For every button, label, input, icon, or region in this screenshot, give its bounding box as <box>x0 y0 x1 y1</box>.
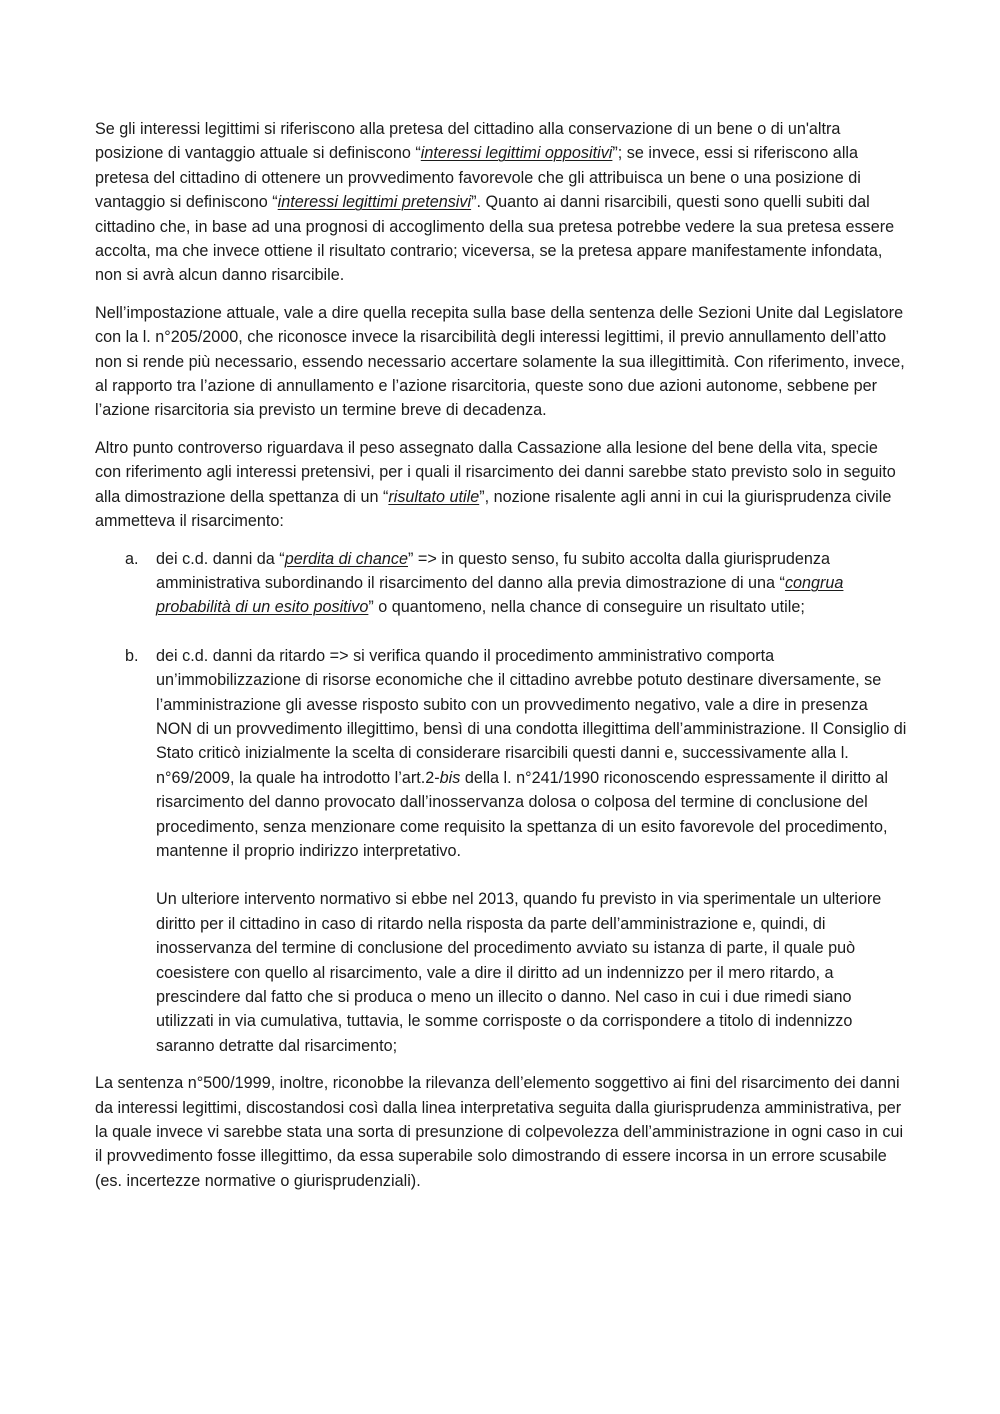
list-marker-b: b. <box>125 646 139 665</box>
paragraph-impostazione-attuale: Nell’impostazione attuale, vale a dire quella recepita sulla base della sentenza delle Sezioni Unite dal Legislatore con la l. n°205/2000, che riconosce invece la risarcibilità degli interessi legittimi, il previo annullamento dell’atto non si rende più necessario, essendo necessario accertare solamente la sua illegittimità. Con riferimento, invece, al rapporto tra l’azione di annullamento e l’azione risarcitoria, queste sono due azioni autonome, sebbene per l’azione risarcitoria sia previsto un termine breve di decadenza. <box>95 303 905 420</box>
list-marker-a: a. <box>125 549 139 568</box>
item-b-subparagraph: Un ulteriore intervento normativo si ebbe nel 2013, quando fu previsto in via sperimentale un ulteriore diritto per il cittadino in caso di ritardo nella risposta da parte dell’amministrazione e, quindi, di inosservanza del termine di conclusione del procedimento avviato su istanza di parte, il quale può coesistere con quello al risarcimento, vale a dire il diritto ad un indennizzo per il mero ritardo, a prescindere dal fatto che si produca o meno un illecito o danno. Nel caso in cui i due rimedi siano utilizzati in via cumulativa, tuttavia, le somme corrisposte o da corrispondere a titolo di indennizzo saranno detratte dal risarcimento; <box>156 890 882 1055</box>
item-b-text-1: dei c.d. danni da ritardo => si verifica quando il procedimento amministrativo comporta un’immobilizzazione di risorse economiche che il cittadino avrebbe potuto destinare diversamente, se l’amministrazione gli avesse risposto subito con un provvedimento negativo, vale a dire in presenza NON di un provvedimento illegittimo, bensì di una condotta illegittima dell’amministrazione. Il Consiglio di Stato criticò inizialmente la scelta di considerare risarcibili questi danni e, successivamente alla l. n°69/2009, la quale ha introdotto l’art.2- <box>156 646 907 787</box>
term-risultato-utile: risultato utile <box>388 487 480 506</box>
term-interessi-pretensivi: interessi legittimi pretensivi <box>277 193 472 212</box>
term-interessi-oppositivi: interessi legittimi oppositivi <box>420 144 613 163</box>
list-item-a <box>95 547 907 620</box>
lettered-list <box>95 547 907 1059</box>
item-a-text-1: dei c.d. danni da “ <box>156 549 285 568</box>
paragraph-interessi-legittimi <box>95 117 907 288</box>
p1-text-2: ”; se invece, essi si riferiscono alla pretesa del cittadino di ottenere un provvedimento favorevole che gli attribuisca un bene o una posizione di vantaggio si definiscono “ <box>95 144 861 212</box>
item-a-text-3: ” o quantomeno, nella chance di conseguire un risultato utile; <box>368 598 805 617</box>
term-perdita-di-chance: perdita di chance <box>284 549 408 568</box>
item-a-text-2: ” => in questo senso, fu subito accolta dalla giurisprudenza amministrativa subordinando il risarcimento del danno alla previa dimostrazione di una “ <box>156 549 831 592</box>
paragraph-sentenza-500-1999: La sentenza n°500/1999, inoltre, riconobbe la rilevanza dell’elemento soggettivo ai fini del risarcimento dei danni da interessi legittimi, discostandosi così dalla linea interpretativa seguita dalla giurisprudenza amministrativa, per la quale invece vi sarebbe stata una sorta di presunzione di colpevolezza dell’amministrazione in ogni caso in cui il provvedimento fosse illegittimo, da essa superabile solo dimostrando di essere incorsa in un errore scusabile (es. incertezze normative o giurisprudenziali). <box>95 1074 904 1190</box>
list-item-b <box>95 644 907 1059</box>
paragraph-punto-controverso <box>95 436 907 534</box>
item-b-paragraph <box>156 644 907 864</box>
item-b-text-2: della l. n°241/1990 riconoscendo espressamente il diritto al risarcimento del danno provocato dall’inosservanza dolosa o colposa del termine di conclusione del procedimento, senza menzionare come requisito la spettanza di un esito favorevole del procedimento, mantenne il proprio indirizzo interpretativo. <box>156 768 888 860</box>
term-bis: bis <box>439 768 461 787</box>
document-body <box>95 117 907 1206</box>
p3-text-2: ”, nozione risalente agli anni in cui la giurisprudenza civile ammetteva il risarcimento: <box>95 487 892 531</box>
p3-text-1: Altro punto controverso riguardava il peso assegnato dalla Cassazione alla lesione del bene della vita, specie con riferimento agli interessi pretensivi, per i quali il risarcimento dei danni sarebbe stato previsto solo in seguito alla dimostrazione della spettanza di un “ <box>95 438 896 506</box>
term-congrua-probabilita: congrua probabilità di un esito positivo <box>156 573 844 617</box>
p1-text-3: ”. Quanto ai danni risarcibili, questi sono quelli subiti dal cittadino che, in base ad una prognosi di accoglimento della sua pretesa potrebbe vedere la sua pretesa essere accolta, ma che invece ottiene il risultato contrario; viceversa, se la pretesa appare manifestamente infondata, non si avrà alcun danno risarcibile. <box>95 193 895 285</box>
p1-text-1: Se gli interessi legittimi si riferiscono alla pretesa del cittadino alla conservazione di un bene o di un'altra posizione di vantaggio attuale si definiscono “ <box>95 120 841 163</box>
